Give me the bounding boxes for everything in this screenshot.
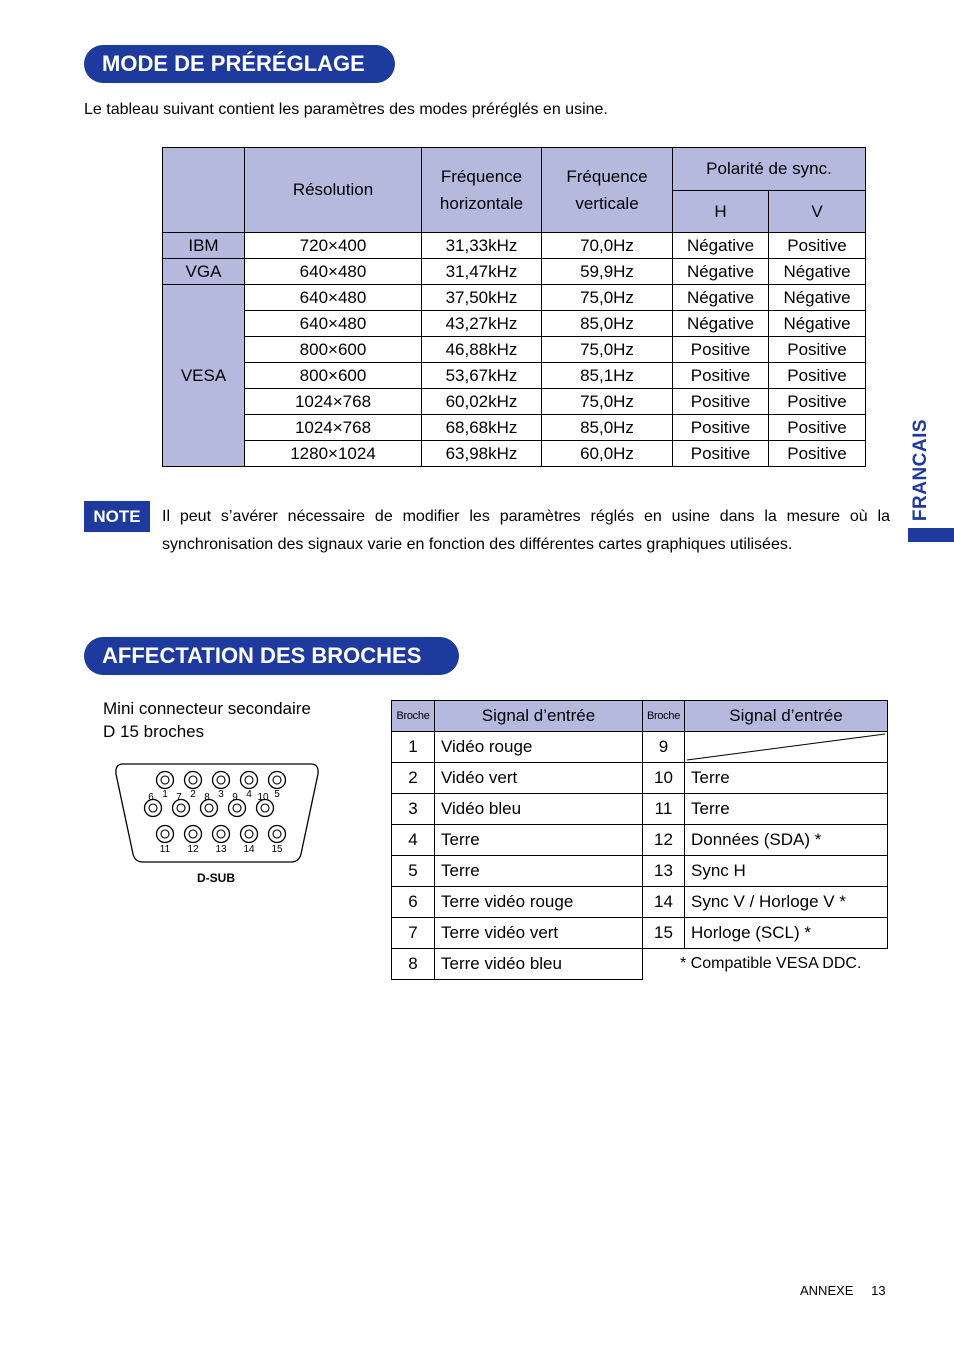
group-vesa: VESA [163,285,245,467]
cell-resolution: 800×600 [245,363,422,389]
footer-label: ANNEXE [800,1283,854,1298]
header-pin-left: Broche [392,701,435,732]
cell-freq-v: 85,0Hz [542,311,673,337]
table-row [163,441,866,467]
pin-number: 11 [643,794,685,825]
cell-freq-h: 60,02kHz [422,389,542,415]
vesa-ddc-footnote: * Compatible VESA DDC. [680,955,862,972]
header-freq-v-line1: Fréquence [566,167,648,186]
cell-polarity-h: Positive [673,441,769,467]
dsub-pin-group [145,772,286,856]
cell-freq-h: 63,98kHz [422,441,542,467]
cell-polarity-v: Positive [769,337,866,363]
cell-resolution: 1280×1024 [245,441,422,467]
header-polarity-h: H [673,191,769,233]
dsub-pin-core [217,776,225,784]
cell-freq-h: 43,27kHz [422,311,542,337]
header-freq-h-line1: Fréquence [440,167,523,186]
dsub-pin-number: 15 [271,844,283,855]
cell-polarity-v: Négative [769,285,866,311]
cell-polarity-h: Positive [673,337,769,363]
intro-text: Le tableau suivant contient les paramètres des modes préréglés en usine. [84,101,608,118]
table-row [163,363,866,389]
dsub-pin-number: 4 [246,789,252,800]
group-vga: VGA [163,259,245,285]
dsub-pin-ring [157,826,174,843]
cell-polarity-h: Positive [673,363,769,389]
table-row [163,389,866,415]
pin-signal: Vidéo rouge [435,732,643,763]
dsub-pin-number: 2 [190,789,196,800]
header-polarity-v: V [769,191,866,233]
table-row [392,732,888,763]
pin-assignment-table [391,700,888,980]
table-row [163,337,866,363]
dsub-pin-core [189,830,197,838]
dsub-pin-number: 5 [274,789,280,800]
dsub-pin-number: 12 [187,844,199,855]
dsub-connector-icon [113,762,321,888]
pin-number: 1 [392,732,435,763]
cell-resolution: 640×480 [245,285,422,311]
pin-signal: Terre [685,763,888,794]
dsub-pin-ring [213,772,230,789]
side-tab-bar [908,528,954,542]
pin-signal: Sync V / Horloge V * [685,887,888,918]
dsub-pin-core [149,804,157,812]
dsub-pin-ring [241,772,258,789]
pin-signal: Terre [685,794,888,825]
cell-polarity-v: Positive [769,233,866,259]
pin-number: 14 [643,887,685,918]
dsub-pin-core [189,776,197,784]
section-title-preset-modes: MODE DE PRÉRÉGLAGE [84,45,395,83]
dsub-pin-number: 8 [204,792,210,803]
header-group-blank [163,148,245,233]
dsub-pin-core [161,830,169,838]
header-freq-vertical [542,148,673,233]
cell-freq-v: 59,9Hz [542,259,673,285]
pin-signal: Sync H [685,856,888,887]
diagonal-slash [685,732,887,762]
table-row [392,763,888,794]
pin-number: 8 [392,949,435,980]
dsub-pin-ring [185,772,202,789]
cell-polarity-v: Positive [769,363,866,389]
pin-signal: Terre [435,856,643,887]
dsub-pin-core [177,804,185,812]
header-signal-left: Signal d’entrée [435,701,643,732]
cell-polarity-v: Positive [769,389,866,415]
cell-freq-v: 85,0Hz [542,415,673,441]
dsub-pin-number: 13 [215,844,227,855]
page-number: 13 [871,1283,886,1298]
header-polarity: Polarité de sync. [673,148,866,191]
cell-polarity-v: Négative [769,311,866,337]
cell-polarity-h: Négative [673,233,769,259]
cell-polarity-h: Positive [673,415,769,441]
header-pin-right: Broche [643,701,685,732]
cell-polarity-h: Négative [673,259,769,285]
table-row [163,415,866,441]
dsub-pin-ring [269,826,286,843]
cell-freq-v: 75,0Hz [542,389,673,415]
pin-number: 9 [643,732,685,763]
connector-caption-line1: Mini connecteur secondaire [103,699,311,718]
cell-resolution: 1024×768 [245,389,422,415]
pin-signal: Terre vidéo vert [435,918,643,949]
connector-caption [103,697,311,743]
dsub-pin-core [245,830,253,838]
cell-polarity-v: Négative [769,259,866,285]
table-row [392,794,888,825]
pin-number: 7 [392,918,435,949]
side-tab-label: FRANCAIS [910,418,931,522]
pin-number: 5 [392,856,435,887]
cell-resolution: 640×480 [245,311,422,337]
pin-signal: Données (SDA) * [685,825,888,856]
table-row [163,259,866,285]
dsub-pin-ring [213,826,230,843]
cell-polarity-v: Positive [769,415,866,441]
cell-freq-v: 70,0Hz [542,233,673,259]
dsub-label: D-SUB [197,871,235,885]
header-freq-horizontal [422,148,542,233]
dsub-pin-ring [269,772,286,789]
cell-resolution: 1024×768 [245,415,422,441]
pin-number: 6 [392,887,435,918]
dsub-pin-ring [157,772,174,789]
dsub-pin-number: 1 [162,789,168,800]
language-side-tab [908,380,954,542]
dsub-pin-core [205,804,213,812]
cell-freq-v: 75,0Hz [542,285,673,311]
dsub-pin-ring [185,826,202,843]
pin-signal: Terre vidéo bleu [435,949,643,980]
pin-number: 15 [643,918,685,949]
cell-resolution: 720×400 [245,233,422,259]
table-row [163,233,866,259]
header-signal-right: Signal d’entrée [685,701,888,732]
cell-polarity-v: Positive [769,441,866,467]
cell-freq-v: 75,0Hz [542,337,673,363]
pin-number: 2 [392,763,435,794]
cell-freq-h: 37,50kHz [422,285,542,311]
pin-signal: Terre [435,825,643,856]
section-title-pin-assignment: AFFECTATION DES BROCHES [84,637,459,675]
dsub-pin-core [161,776,169,784]
cell-freq-h: 53,67kHz [422,363,542,389]
cell-resolution: 800×600 [245,337,422,363]
table-row [392,887,888,918]
note-text: Il peut s’avérer nécessaire de modifier les paramètres réglés en usine dans la mesure où la synchronisation des signaux varie en fonction des différentes cartes graphiques utilisées. [162,508,890,553]
cell-polarity-h: Négative [673,285,769,311]
pin-signal: Horloge (SCL) * [685,918,888,949]
empty-cell [643,949,685,980]
dsub-pin-core [261,804,269,812]
cell-freq-v: 60,0Hz [542,441,673,467]
header-freq-h-line2: horizontale [439,194,524,213]
pin-signal: Terre vidéo rouge [435,887,643,918]
dsub-pin-number: 3 [218,789,224,800]
table-row [392,856,888,887]
dsub-pin-ring [241,826,258,843]
cell-polarity-h: Négative [673,311,769,337]
dsub-pin-core [233,804,241,812]
dsub-pin-number: 11 [159,844,171,855]
note-badge: NOTE [84,501,150,532]
pin-signal: Vidéo vert [435,763,643,794]
pin-number: 12 [643,825,685,856]
cell-freq-h: 46,88kHz [422,337,542,363]
dsub-pin-number: 10 [257,792,269,803]
table-row [392,918,888,949]
header-resolution: Résolution [245,148,422,233]
dsub-pin-number: 6 [148,792,154,803]
pin-number: 4 [392,825,435,856]
group-ibm: IBM [163,233,245,259]
page-footer [800,1283,886,1298]
dsub-pin-core [217,830,225,838]
dsub-pin-number: 7 [176,792,182,803]
dsub-pin-core [273,776,281,784]
dsub-pin-number: 9 [232,792,238,803]
pin-signal-unused [685,732,888,763]
pin-number: 13 [643,856,685,887]
pin-number: 3 [392,794,435,825]
table-row [163,285,866,311]
table-row [163,311,866,337]
header-freq-v-line2: verticale [575,194,639,213]
connector-caption-line2: D 15 broches [103,722,205,741]
pin-signal: Vidéo bleu [435,794,643,825]
cell-freq-h: 68,68kHz [422,415,542,441]
dsub-pin-core [245,776,253,784]
dsub-pin-core [273,830,281,838]
pin-number: 10 [643,763,685,794]
cell-polarity-h: Positive [673,389,769,415]
cell-freq-h: 31,33kHz [422,233,542,259]
cell-freq-v: 85,1Hz [542,363,673,389]
table-row [392,825,888,856]
cell-resolution: 640×480 [245,259,422,285]
cell-freq-h: 31,47kHz [422,259,542,285]
dsub-pin-number: 14 [243,844,255,855]
preset-modes-table [162,147,866,467]
